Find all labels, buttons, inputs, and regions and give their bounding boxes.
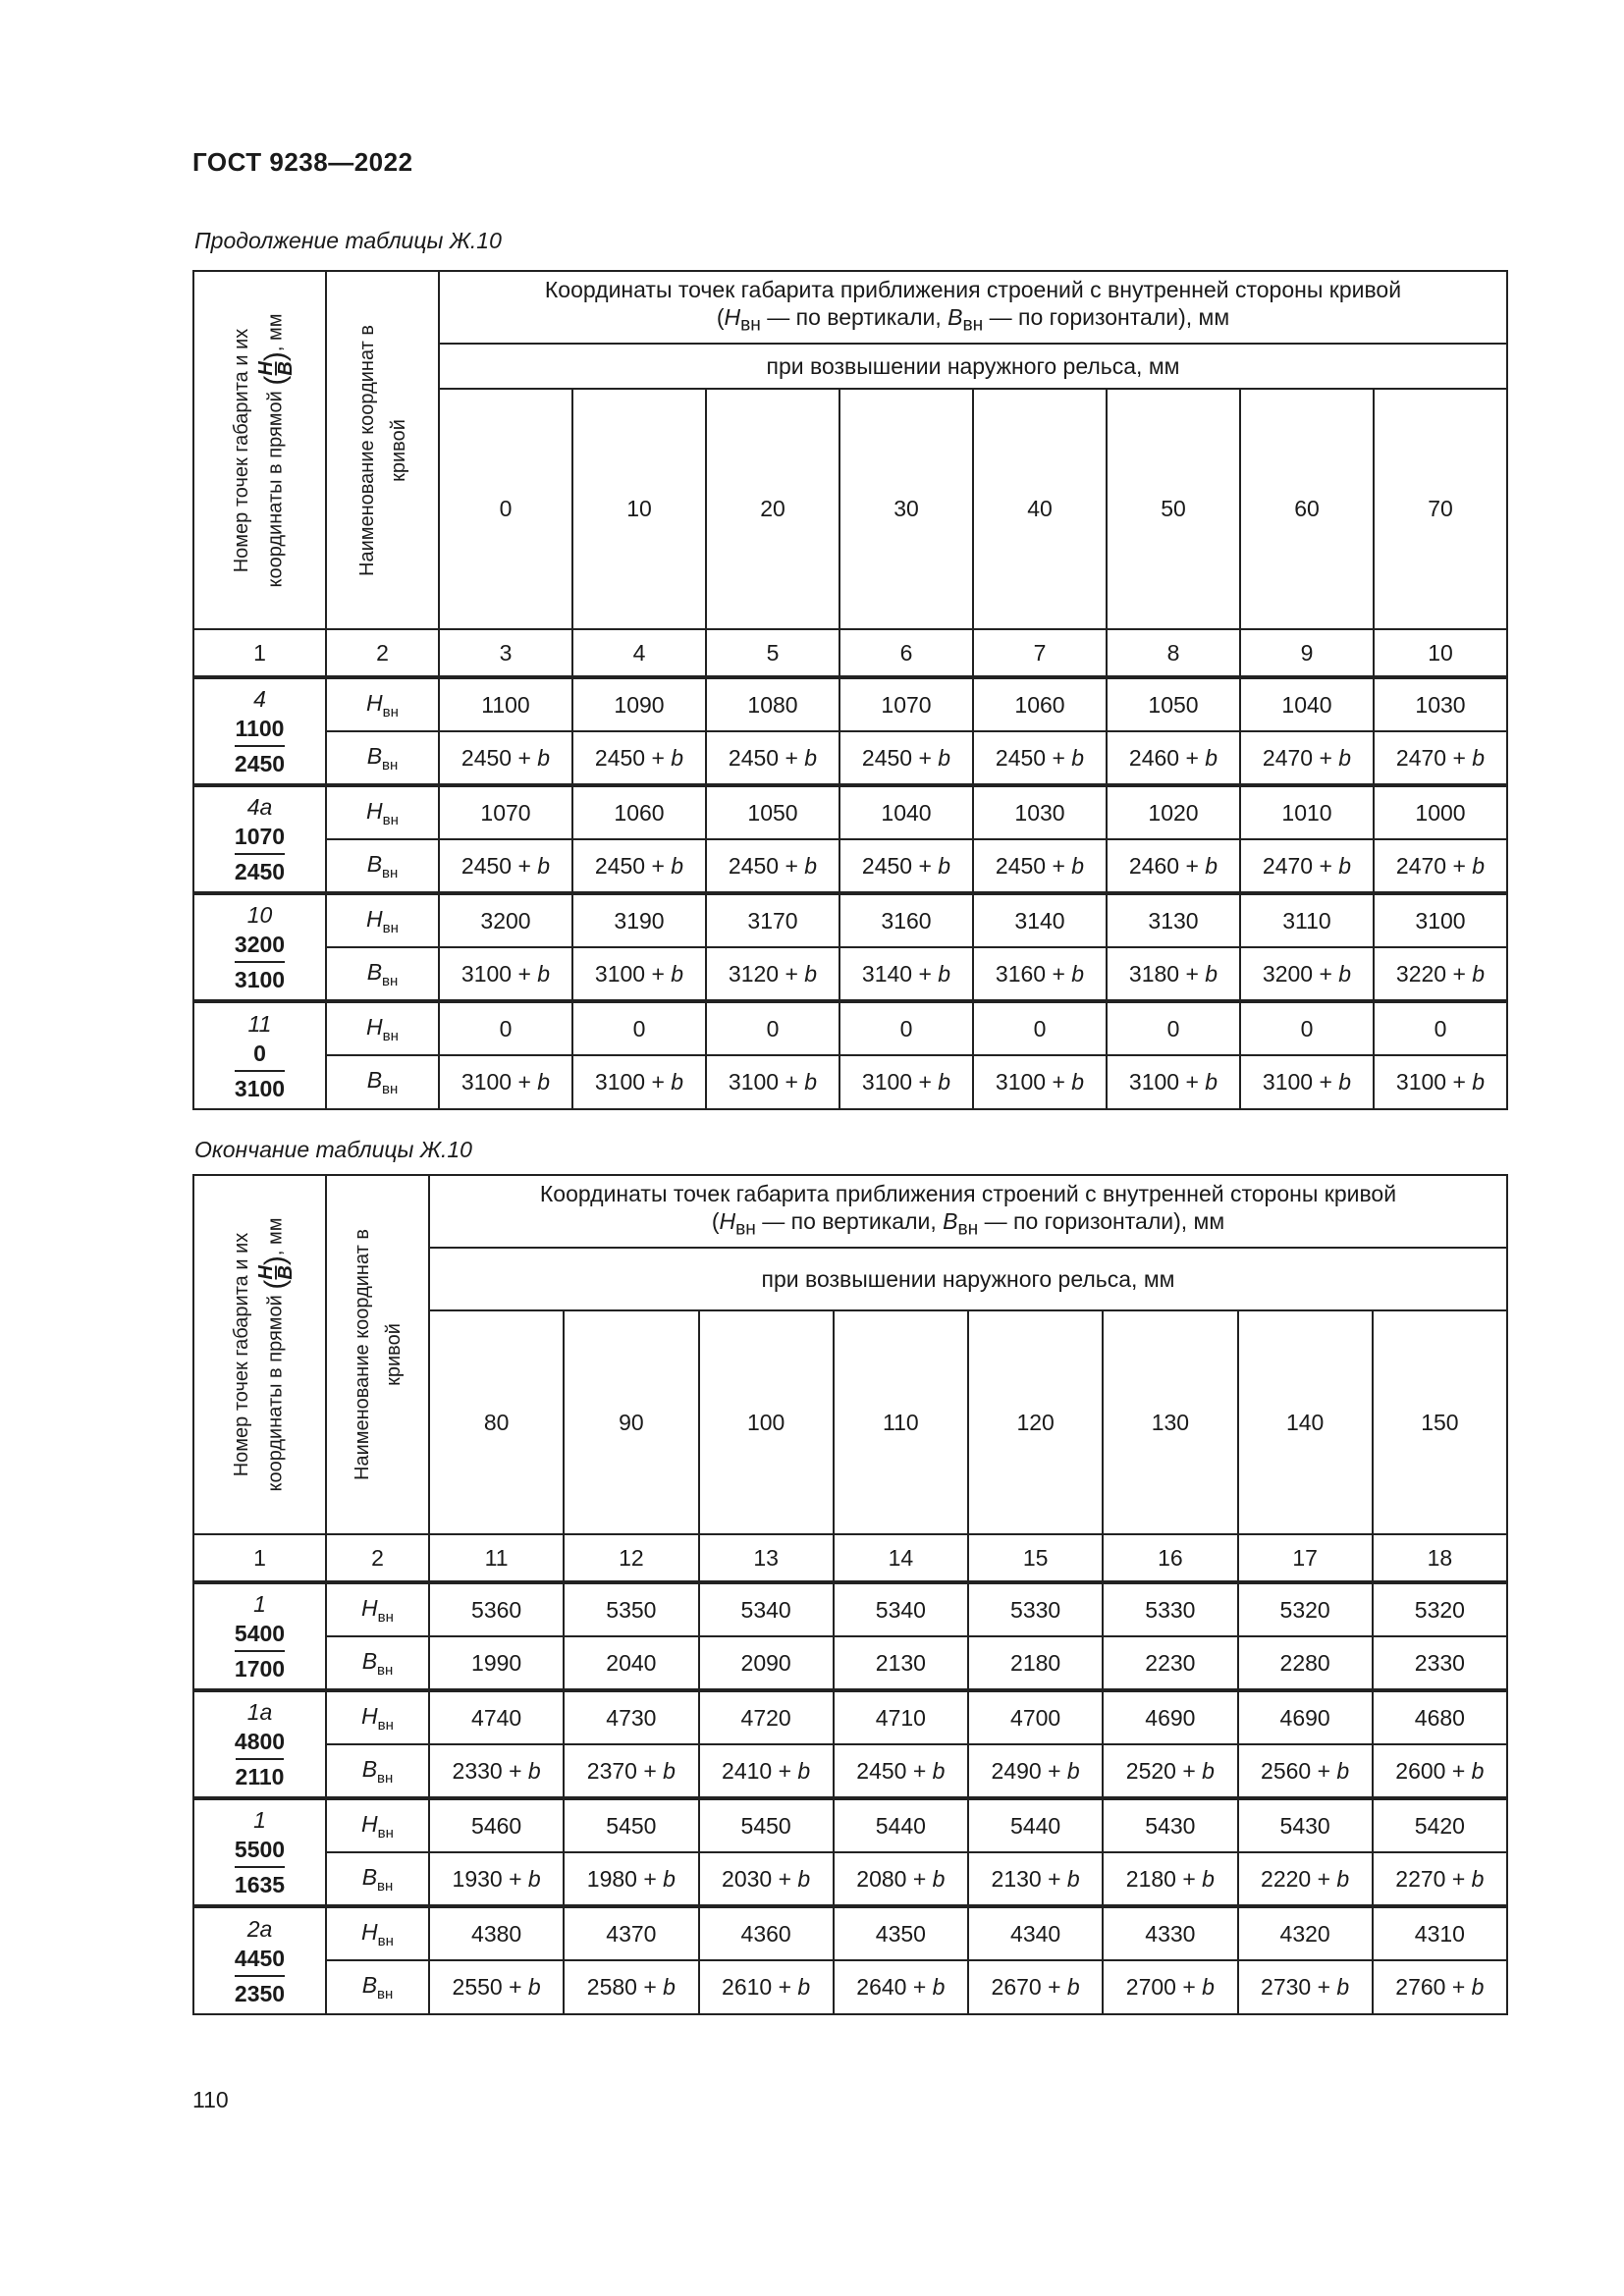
b-value-cell: 2410 + b: [699, 1744, 834, 1798]
h-value-cell: 5330: [1103, 1582, 1237, 1636]
column-number: 4: [572, 629, 706, 677]
table-row: [193, 947, 1507, 1001]
b-value-cell: 2520 + b: [1103, 1744, 1237, 1798]
b-value-cell: 2470 + b: [1374, 731, 1507, 785]
h-value-cell: 4690: [1103, 1690, 1237, 1744]
point-h-coordinate: 5400: [234, 1621, 286, 1646]
h-value-cell: 4730: [564, 1690, 698, 1744]
table-row: [193, 1906, 1507, 1960]
col2-header: Наименование координат в кривой: [326, 1175, 429, 1534]
b-value-cell: 3180 + b: [1107, 947, 1240, 1001]
b-value-cell: 2080 + b: [834, 1852, 968, 1906]
h-value-cell: 1010: [1240, 785, 1374, 839]
h-value-cell: 3160: [839, 893, 973, 947]
h-value-cell: 5430: [1238, 1798, 1373, 1852]
point-b-coordinate: 2110: [236, 1758, 285, 1791]
h-value-cell: 0: [706, 1001, 839, 1055]
coordinate-type-b: $B_{вн}$: [326, 947, 439, 1001]
b-value-cell: 2490 + b: [968, 1744, 1103, 1798]
point-number: 10: [246, 902, 273, 928]
elevation-header: 40: [973, 389, 1107, 629]
b-value-cell: 1990: [429, 1636, 564, 1690]
h-value-cell: 4680: [1373, 1690, 1507, 1744]
b-value-cell: 2270 + b: [1373, 1852, 1507, 1906]
col2-header: Наименование координат в кривой: [326, 271, 439, 629]
h-value-cell: 0: [839, 1001, 973, 1055]
b-value-cell: 3100 + b: [706, 1055, 839, 1109]
b-value-cell: 1930 + b: [429, 1852, 564, 1906]
h-value-cell: 5360: [429, 1582, 564, 1636]
h-value-cell: 0: [973, 1001, 1107, 1055]
point-number: 4а: [246, 794, 273, 820]
table-row: [193, 1582, 1507, 1636]
column-number: 13: [699, 1534, 834, 1582]
b-value-cell: 3100 + b: [1107, 1055, 1240, 1109]
b-value-cell: 2180: [968, 1636, 1103, 1690]
b-value-cell: 2230: [1103, 1636, 1237, 1690]
point-id-cell: [193, 1906, 326, 2014]
col1-header: Номер точек габарита и их координаты в прямой ( H B ), мм: [193, 271, 326, 629]
h-value-cell: 1080: [706, 677, 839, 731]
elevation-header: 10: [572, 389, 706, 629]
b-value-cell: 2450 + b: [973, 731, 1107, 785]
coordinate-type-b: $B_{вн}$: [326, 1055, 439, 1109]
h-value-cell: 3140: [973, 893, 1107, 947]
h-value-cell: 1050: [706, 785, 839, 839]
elevation-header: 70: [1374, 389, 1507, 629]
b-value-cell: 2030 + b: [699, 1852, 834, 1906]
elevation-header: 120: [968, 1310, 1103, 1534]
h-value-cell: 4700: [968, 1690, 1103, 1744]
b-value-cell: 2450 + b: [839, 839, 973, 893]
elevation-header: 100: [699, 1310, 834, 1534]
h-value-cell: 1000: [1374, 785, 1507, 839]
point-b-coordinate: 2350: [235, 1975, 285, 2008]
table-row: [193, 1636, 1507, 1690]
elevation-header: 20: [706, 389, 839, 629]
h-value-cell: 1050: [1107, 677, 1240, 731]
point-number: 1а: [246, 1699, 273, 1725]
h-value-cell: 3110: [1240, 893, 1374, 947]
b-value-cell: 2550 + b: [429, 1960, 564, 2014]
elevation-header: 130: [1103, 1310, 1237, 1534]
point-id-cell: [193, 1690, 326, 1798]
b-value-cell: 3100 + b: [1240, 1055, 1374, 1109]
h-value-cell: 5350: [564, 1582, 698, 1636]
b-value-cell: 2730 + b: [1238, 1960, 1373, 2014]
h-value-cell: 3130: [1107, 893, 1240, 947]
coordinate-type-h: $H_{вн}$: [326, 1906, 429, 1960]
b-value-cell: 2470 + b: [1374, 839, 1507, 893]
b-value-cell: 2450 + b: [572, 839, 706, 893]
column-number: 7: [973, 629, 1107, 677]
table-row: [193, 1798, 1507, 1852]
b-value-cell: 2670 + b: [968, 1960, 1103, 2014]
h-value-cell: 1090: [572, 677, 706, 731]
page-number: 110: [192, 2087, 229, 2112]
b-value-cell: 2450 + b: [572, 731, 706, 785]
point-b-coordinate: 3100: [235, 961, 285, 994]
h-value-cell: 1070: [439, 785, 572, 839]
point-h-coordinate: 1070: [234, 824, 286, 849]
column-number: 12: [564, 1534, 698, 1582]
column-number: 14: [834, 1534, 968, 1582]
coordinate-type-h: $H_{вн}$: [326, 893, 439, 947]
table-row: [193, 893, 1507, 947]
column-number: 2: [326, 1534, 429, 1582]
column-number: 17: [1238, 1534, 1373, 1582]
h-value-cell: 3170: [706, 893, 839, 947]
b-value-cell: 2610 + b: [699, 1960, 834, 2014]
sub-header: при возвышении наружного рельса, мм: [429, 1248, 1507, 1310]
clearance-table-continuation: [192, 270, 1508, 1110]
b-value-cell: 3220 + b: [1374, 947, 1507, 1001]
point-b-coordinate: 2450: [235, 745, 285, 778]
h-value-cell: 4310: [1373, 1906, 1507, 1960]
coordinate-type-b: $B_{вн}$: [326, 1744, 429, 1798]
elevation-header: 50: [1107, 389, 1240, 629]
table-row: [193, 1960, 1507, 2014]
elevation-header: 60: [1240, 389, 1374, 629]
point-b-coordinate: 2450: [235, 853, 285, 886]
point-id-cell: [193, 1582, 326, 1690]
coordinate-type-h: $H_{вн}$: [326, 1798, 429, 1852]
elevation-header: 90: [564, 1310, 698, 1534]
point-number: 4: [253, 686, 266, 712]
b-value-cell: 2460 + b: [1107, 839, 1240, 893]
column-number-row: [193, 1534, 1507, 1582]
b-value-cell: 2130 + b: [968, 1852, 1103, 1906]
coordinate-type-h: $H_{вн}$: [326, 1582, 429, 1636]
b-value-cell: 2470 + b: [1240, 839, 1374, 893]
h-value-cell: 4330: [1103, 1906, 1237, 1960]
b-value-cell: 2450 + b: [973, 839, 1107, 893]
b-value-cell: 3100 + b: [973, 1055, 1107, 1109]
b-value-cell: 2600 + b: [1373, 1744, 1507, 1798]
b-value-cell: 2330: [1373, 1636, 1507, 1690]
h-value-cell: 0: [572, 1001, 706, 1055]
h-value-cell: 4380: [429, 1906, 564, 1960]
b-value-cell: 3100 + b: [1374, 1055, 1507, 1109]
h-value-cell: 3190: [572, 893, 706, 947]
h-value-cell: 5340: [699, 1582, 834, 1636]
point-number: 1: [253, 1591, 266, 1617]
column-number: 1: [193, 1534, 326, 1582]
h-value-cell: 5440: [968, 1798, 1103, 1852]
point-number: 2а: [246, 1915, 273, 1942]
h-value-cell: 5460: [429, 1798, 564, 1852]
h-value-cell: 5330: [968, 1582, 1103, 1636]
b-value-cell: 2560 + b: [1238, 1744, 1373, 1798]
coordinate-type-h: $H_{вн}$: [326, 1001, 439, 1055]
h-value-cell: 0: [1107, 1001, 1240, 1055]
b-value-cell: 2450 + b: [839, 731, 973, 785]
h-value-cell: 0: [439, 1001, 572, 1055]
table-row: [193, 1852, 1507, 1906]
b-value-cell: 2450 + b: [834, 1744, 968, 1798]
column-number: 6: [839, 629, 973, 677]
table-row: [193, 785, 1507, 839]
b-value-cell: 2640 + b: [834, 1960, 968, 2014]
table-row: [193, 839, 1507, 893]
point-h-coordinate: 3200: [234, 932, 286, 957]
b-value-cell: 3140 + b: [839, 947, 973, 1001]
point-b-coordinate: 1700: [235, 1650, 285, 1683]
point-id-cell: [193, 677, 326, 785]
point-h-coordinate: 1100: [235, 716, 285, 741]
b-value-cell: 3100 + b: [572, 1055, 706, 1109]
h-value-cell: 1040: [839, 785, 973, 839]
elevation-header: 150: [1373, 1310, 1507, 1534]
coordinate-type-h: $H_{вн}$: [326, 677, 439, 731]
column-number: 18: [1373, 1534, 1507, 1582]
h-value-cell: 4370: [564, 1906, 698, 1960]
b-value-cell: 2450 + b: [706, 731, 839, 785]
point-number: 11: [247, 1010, 272, 1037]
h-value-cell: 3200: [439, 893, 572, 947]
h-value-cell: 1070: [839, 677, 973, 731]
b-value-cell: 2460 + b: [1107, 731, 1240, 785]
table-caption-ending: Окончание таблицы Ж.10: [194, 1137, 472, 1162]
elevation-header: 30: [839, 389, 973, 629]
column-number: 11: [429, 1534, 564, 1582]
b-value-cell: 2370 + b: [564, 1744, 698, 1798]
b-value-cell: 2450 + b: [439, 731, 572, 785]
b-value-cell: 2330 + b: [429, 1744, 564, 1798]
h-value-cell: 5430: [1103, 1798, 1237, 1852]
h-value-cell: 0: [1240, 1001, 1374, 1055]
h-value-cell: 4740: [429, 1690, 564, 1744]
main-header: Координаты точек габарита приближения строений с внутренней стороны кривой ($H_{вн}$ — по вертикали, $B_{вн}$ — по горизонтали), мм: [429, 1175, 1507, 1248]
column-number: 5: [706, 629, 839, 677]
h-value-cell: 5420: [1373, 1798, 1507, 1852]
h-value-cell: 0: [1374, 1001, 1507, 1055]
b-value-cell: 2180 + b: [1103, 1852, 1237, 1906]
column-number: 1: [193, 629, 326, 677]
point-h-coordinate: 0: [253, 1040, 266, 1066]
h-value-cell: 1060: [572, 785, 706, 839]
column-number: 3: [439, 629, 572, 677]
point-id-cell: [193, 893, 326, 1001]
b-value-cell: 2220 + b: [1238, 1852, 1373, 1906]
h-value-cell: 1030: [1374, 677, 1507, 731]
b-value-cell: 3160 + b: [973, 947, 1107, 1001]
point-id-cell: [193, 1001, 326, 1109]
coordinate-type-b: $B_{вн}$: [326, 1960, 429, 2014]
b-value-cell: 2450 + b: [706, 839, 839, 893]
point-b-coordinate: 1635: [235, 1866, 285, 1899]
b-value-cell: 3100 + b: [439, 1055, 572, 1109]
clearance-table-ending: [192, 1174, 1508, 2015]
point-number: 1: [253, 1807, 266, 1833]
h-value-cell: 5440: [834, 1798, 968, 1852]
coordinate-type-b: $B_{вн}$: [326, 1636, 429, 1690]
elevation-header: 110: [834, 1310, 968, 1534]
b-value-cell: 2580 + b: [564, 1960, 698, 2014]
sub-header: при возвышении наружного рельса, мм: [439, 344, 1507, 389]
coordinate-type-h: $H_{вн}$: [326, 785, 439, 839]
b-value-cell: 3100 + b: [839, 1055, 973, 1109]
h-value-cell: 5320: [1238, 1582, 1373, 1636]
table-caption-continuation: Продолжение таблицы Ж.10: [194, 228, 502, 253]
point-b-coordinate: 3100: [235, 1070, 285, 1103]
col1-header: Номер точек габарита и их координаты в прямой ( H B ), мм: [193, 1175, 326, 1534]
b-value-cell: 2040: [564, 1636, 698, 1690]
b-value-cell: 2090: [699, 1636, 834, 1690]
h-value-cell: 1060: [973, 677, 1107, 731]
b-value-cell: 3100 + b: [572, 947, 706, 1001]
b-value-cell: 2700 + b: [1103, 1960, 1237, 2014]
column-number-row: [193, 629, 1507, 677]
column-number: 2: [326, 629, 439, 677]
table-row: [193, 677, 1507, 731]
document-header: ГОСТ 9238—2022: [192, 147, 413, 177]
point-h-coordinate: 4800: [234, 1729, 286, 1754]
b-value-cell: 3200 + b: [1240, 947, 1374, 1001]
coordinate-type-b: $B_{вн}$: [326, 839, 439, 893]
column-number: 8: [1107, 629, 1240, 677]
elevation-header: 140: [1238, 1310, 1373, 1534]
h-value-cell: 5340: [834, 1582, 968, 1636]
h-value-cell: 1030: [973, 785, 1107, 839]
table-row: [193, 1744, 1507, 1798]
point-h-coordinate: 5500: [234, 1837, 286, 1862]
h-value-cell: 4350: [834, 1906, 968, 1960]
b-value-cell: 2280: [1238, 1636, 1373, 1690]
table-row: [193, 731, 1507, 785]
h-value-cell: 5450: [699, 1798, 834, 1852]
h-value-cell: 5320: [1373, 1582, 1507, 1636]
h-value-cell: 1100: [439, 677, 572, 731]
h-value-cell: 1040: [1240, 677, 1374, 731]
b-value-cell: 3120 + b: [706, 947, 839, 1001]
table-row: [193, 1001, 1507, 1055]
h-value-cell: 4690: [1238, 1690, 1373, 1744]
main-header: Координаты точек габарита приближения строений с внутренней стороны кривой ($H_{вн}$ — по вертикали, $B_{вн}$ — по горизонтали), мм: [439, 271, 1507, 344]
elevation-header: 80: [429, 1310, 564, 1534]
h-value-cell: 1020: [1107, 785, 1240, 839]
point-id-cell: [193, 1798, 326, 1906]
h-value-cell: 4360: [699, 1906, 834, 1960]
column-number: 9: [1240, 629, 1374, 677]
h-value-cell: 5450: [564, 1798, 698, 1852]
b-value-cell: 2130: [834, 1636, 968, 1690]
coordinate-type-h: $H_{вн}$: [326, 1690, 429, 1744]
b-value-cell: 1980 + b: [564, 1852, 698, 1906]
column-number: 15: [968, 1534, 1103, 1582]
b-value-cell: 3100 + b: [439, 947, 572, 1001]
coordinate-type-b: $B_{вн}$: [326, 1852, 429, 1906]
table-row: [193, 1690, 1507, 1744]
b-value-cell: 2470 + b: [1240, 731, 1374, 785]
point-id-cell: [193, 785, 326, 893]
h-value-cell: 4720: [699, 1690, 834, 1744]
b-value-cell: 2450 + b: [439, 839, 572, 893]
h-value-cell: 3100: [1374, 893, 1507, 947]
h-value-cell: 4710: [834, 1690, 968, 1744]
h-value-cell: 4320: [1238, 1906, 1373, 1960]
b-value-cell: 2760 + b: [1373, 1960, 1507, 2014]
elevation-header: 0: [439, 389, 572, 629]
point-h-coordinate: 4450: [234, 1945, 286, 1971]
h-value-cell: 4340: [968, 1906, 1103, 1960]
table-row: [193, 1055, 1507, 1109]
column-number: 16: [1103, 1534, 1237, 1582]
column-number: 10: [1374, 629, 1507, 677]
coordinate-type-b: $B_{вн}$: [326, 731, 439, 785]
